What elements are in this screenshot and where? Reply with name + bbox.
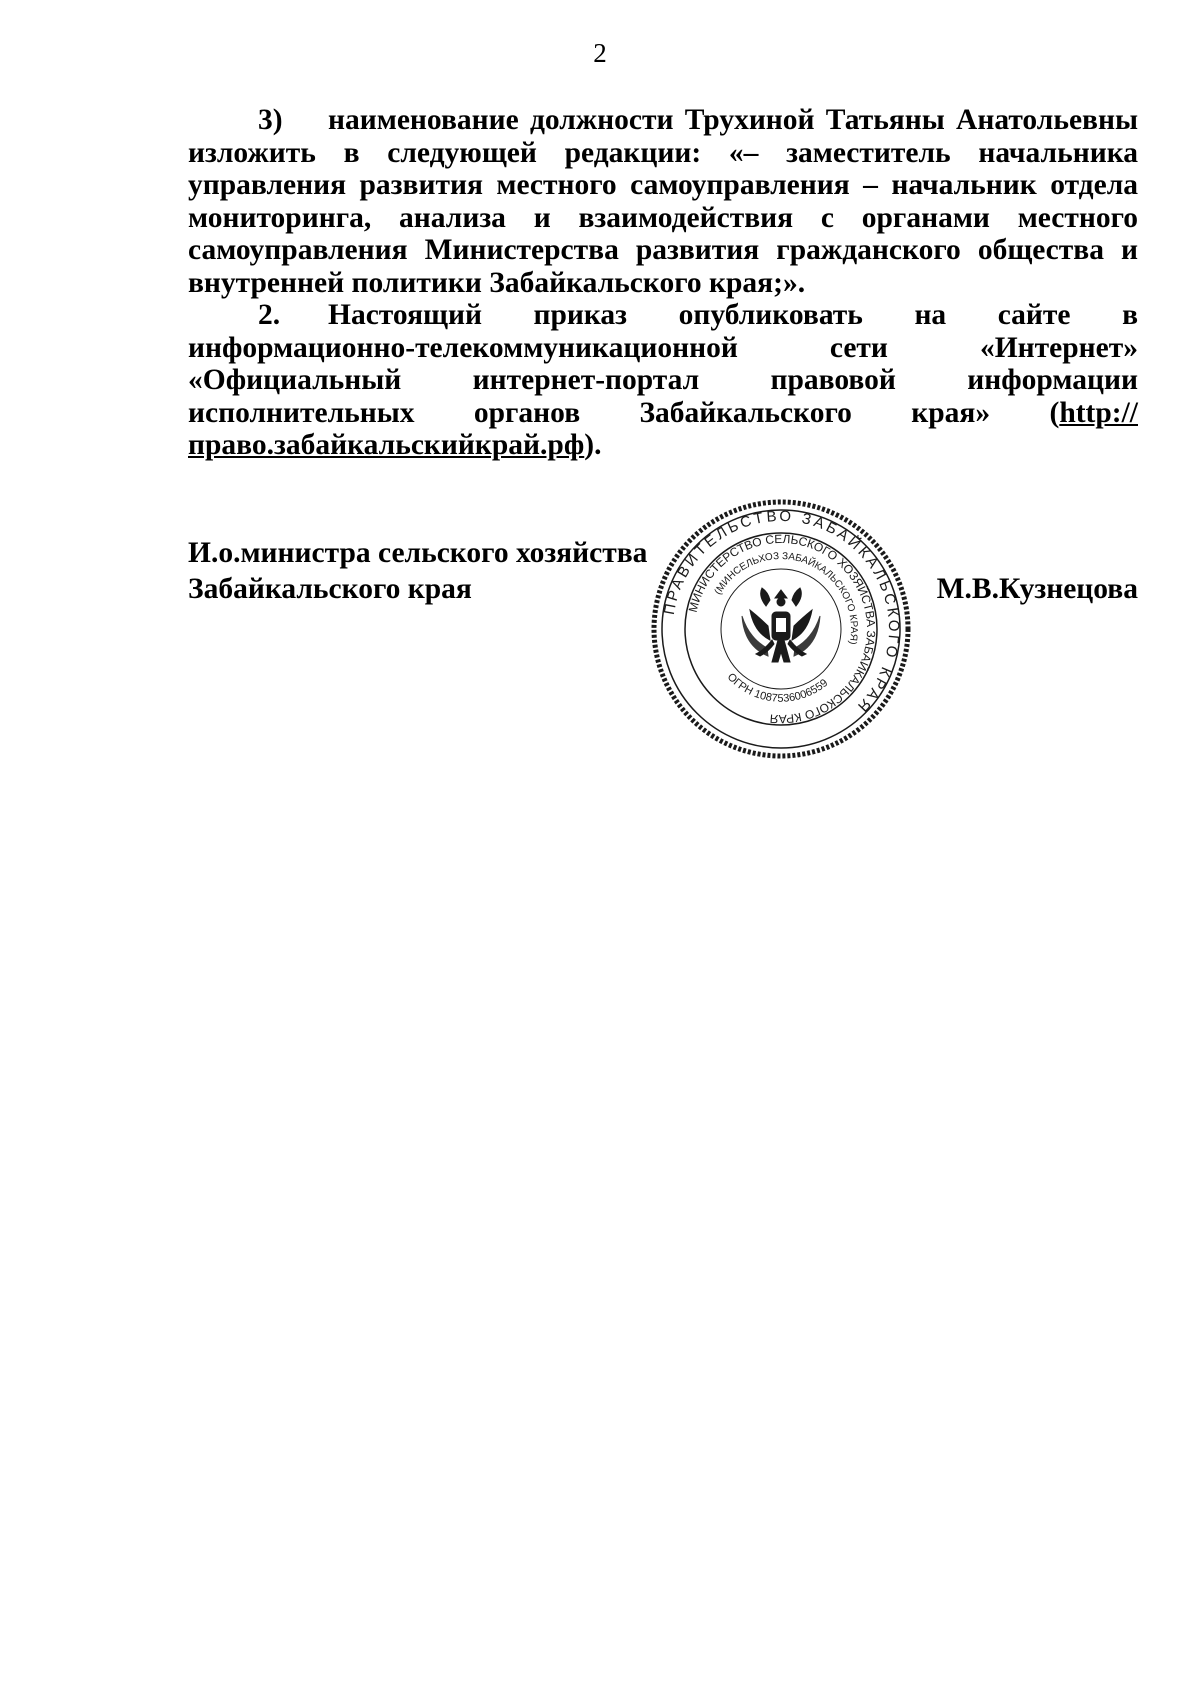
official-seal-icon <box>650 498 912 760</box>
paragraph-number: 3) <box>258 104 283 136</box>
stamp-ogrn-text: ОГРН 1087536006559 <box>724 671 831 705</box>
paragraph-text: Настоящий приказ опубликовать на сайте в информационно-телекоммуникационной сети «Интернет» «Официальный интернет-портал правовой информации исполнительных органов Забайкальского края» ( <box>188 299 1138 429</box>
paragraph-tail: ). <box>584 429 602 461</box>
portal-link[interactable]: http://право.забайкальскийкрай.рф <box>188 396 1138 461</box>
stamp-inner-text: (МИНСЕЛЬХОЗ ЗАБАЙКАЛЬСКОГО КРАЯ) <box>712 550 860 646</box>
signer-name: М.В.Кузнецова <box>936 573 1138 605</box>
stamp-outer-text: ПРАВИТЕЛЬСТВО ЗАБАЙКАЛЬСКОГО КРАЯ <box>660 507 903 717</box>
stamp-middle-text: МИНИСТЕРСТВО СЕЛЬСКОГО ХОЗЯЙСТВА ЗАБАЙКАЛЬСКОГО КРАЯ <box>685 531 879 727</box>
signer-position-line1: И.о.министра сельского хозяйства <box>188 537 648 569</box>
paragraph-item-2 <box>188 299 1138 462</box>
paragraph-item-3 <box>188 104 1138 299</box>
signer-position <box>188 535 647 607</box>
coat-of-arms-icon <box>742 588 820 662</box>
document-body <box>188 104 1138 462</box>
paragraph-text: наименование должности Трухиной Татьяны Анатольевны изложить в следующей редакции: «– заместитель начальника управления развития местного самоуправления – начальник отдела мониторинга, анализа и взаимодействия с органами местного самоуправления Министерства развития гражданского общества и внутренней политики Забайкальского края;». <box>188 104 1138 299</box>
signer-position-line2: Забайкальского края <box>188 573 472 605</box>
paragraph-number: 2. <box>258 299 281 331</box>
page-number: 2 <box>593 38 607 68</box>
